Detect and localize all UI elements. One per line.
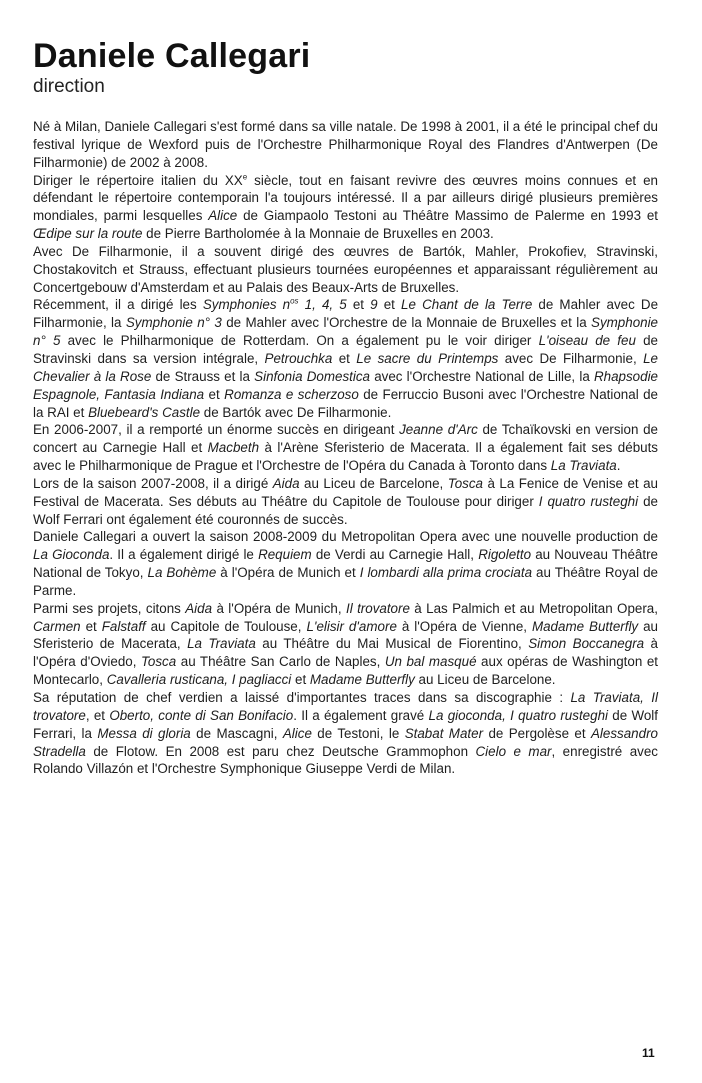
italic-title: Madame Butterfly bbox=[531, 618, 639, 634]
text-run: de Wolf Ferrari ont également été couronnés de succès. bbox=[33, 493, 658, 527]
paragraph bbox=[33, 475, 658, 529]
text-run: à l'Opéra de Munich et bbox=[216, 565, 360, 581]
italic-title: Messa di gloria bbox=[97, 725, 191, 741]
paragraph bbox=[33, 172, 658, 243]
italic-title: 1, 4, 5 bbox=[298, 297, 347, 313]
italic-title: Le Chant de la Terre bbox=[401, 297, 533, 313]
text-run: de Strauss et la bbox=[151, 368, 255, 384]
italic-title: La Traviata bbox=[550, 458, 617, 474]
text-run: avec l'Orchestre National de Lille, la bbox=[370, 368, 594, 384]
text-run: , enregistré avec Rolando Villazón et l'Orchestre Symphonique Giuseppe Verdi de Milan. bbox=[33, 743, 658, 777]
text-run: Sa réputation de chef verdien a laissé d'importantes traces dans sa discographie : bbox=[33, 690, 571, 705]
text-run: de Testoni, le bbox=[311, 725, 405, 741]
text-run: avec De Filharmonie, bbox=[498, 350, 644, 366]
text-run: . bbox=[616, 458, 621, 474]
italic-title: Œdipe sur la route bbox=[33, 226, 143, 242]
italic-title: L'oiseau de feu bbox=[538, 333, 636, 349]
italic-title: Tosca bbox=[140, 654, 177, 670]
page-number: 11 bbox=[642, 1046, 655, 1060]
text-run: et bbox=[291, 672, 310, 688]
italic-title: Symphonies n bbox=[202, 297, 291, 313]
text-run: et bbox=[377, 297, 402, 313]
biography-text bbox=[33, 118, 658, 778]
italic-title: I quatro rusteghi bbox=[538, 493, 639, 509]
text-run: de Wolf Ferrari, la bbox=[33, 707, 659, 741]
italic-title: Romanza e scherzoso bbox=[224, 386, 359, 402]
text-run: de Mahler avec De Filharmonie, la bbox=[33, 297, 659, 331]
text-run: et bbox=[332, 350, 357, 366]
paragraph bbox=[33, 118, 658, 172]
text-run: et bbox=[346, 297, 371, 313]
italic-title: Sinfonia Domestica bbox=[254, 368, 370, 384]
text-run: au Nouveau Théâtre National de Tokyo, bbox=[33, 547, 658, 581]
text-run: Récemment, il a dirigé les bbox=[33, 297, 203, 313]
text-run: de Verdi au Carnegie Hall, bbox=[311, 547, 479, 563]
italic-title: Alice bbox=[208, 208, 238, 224]
paragraph bbox=[33, 243, 658, 297]
italic-title: Alice bbox=[282, 725, 312, 741]
page-subtitle: direction bbox=[33, 76, 105, 97]
italic-title: Simon Boccanegra bbox=[528, 636, 645, 652]
text-run: au Théâtre du Mai Musical de Fiorentino, bbox=[255, 636, 529, 652]
text-run: de Flotow. En 2008 est paru chez Deutsche Grammophon bbox=[85, 743, 476, 759]
page-title: Daniele Callegari bbox=[33, 37, 311, 75]
italic-title: Le Chevalier à la Rose bbox=[33, 350, 658, 384]
text-run: au Liceu de Barcelone. bbox=[414, 672, 556, 688]
text-run: Né à Milan, Daniele Callegari s'est formé dans sa ville natale. De 1998 à 2001, il a été le principal chef du festival lyrique de Wexford puis de l'Orchestre Philharmonique Royal des Flandres d'Antwerpen (De Filharmonie) de 2002 à 2008. bbox=[33, 119, 658, 170]
text-run: à l'Opéra de Vienne, bbox=[396, 618, 532, 634]
italic-title: La Traviata, Il trovatore bbox=[33, 690, 658, 723]
text-run: de Mascagni, bbox=[190, 725, 283, 741]
italic-title: Aida bbox=[272, 475, 300, 491]
text-run: . Il a également dirigé le bbox=[109, 547, 259, 563]
text-run: de Stravinski dans sa version intégrale, bbox=[33, 333, 658, 366]
paragraph bbox=[33, 689, 658, 778]
italic-title: os bbox=[290, 296, 299, 306]
text-run: En 2006-2007, il a remporté un énorme succès en dirigeant bbox=[33, 422, 400, 438]
italic-title: Bluebeard's Castle bbox=[88, 404, 201, 420]
text-run: avec le Philharmonique de Rotterdam. On a également pu le voir diriger bbox=[60, 333, 539, 349]
italic-title: Petrouchka bbox=[264, 350, 333, 366]
text-run: Avec De Filharmonie, il a souvent dirigé des œuvres de Bartók, Mahler, Prokofiev, Stravinski, Chostakovitch et Strauss, effectuant plusieurs tournées européennes et apparaissant régulièrement au Concertgebouw d'Amsterdam et au Palais des Beaux-Arts de Bruxelles. bbox=[33, 243, 658, 295]
italic-title: Cavalleria rusticana, I pagliacci bbox=[106, 672, 292, 688]
italic-title: Alessandro Stradella bbox=[33, 725, 658, 759]
text-run: de Pergolèse et bbox=[483, 725, 591, 741]
text-run: à l'Opéra d'Oviedo, bbox=[33, 636, 659, 670]
italic-title: Rhapsodie Espagnole, Fantasia Indiana bbox=[33, 368, 658, 402]
italic-title: La Bohème bbox=[147, 565, 217, 581]
text-run: à l'Arène Sferisterio de Macerata. Il a également fait ses débuts avec le Philharmonique de Prague et l'Orchestre de l'Opéra du Canada à Toronto dans bbox=[33, 440, 658, 474]
text-run: , et bbox=[85, 707, 110, 723]
text-run: au Capitole de Toulouse, bbox=[145, 618, 307, 634]
text-run: de Tchaïkovski en version de concert au Carnegie Hall et bbox=[33, 422, 658, 456]
paragraph bbox=[33, 528, 658, 599]
italic-title: Il trovatore bbox=[345, 600, 410, 616]
paragraph bbox=[33, 296, 658, 421]
text-run: Diriger le répertoire italien du XX bbox=[33, 172, 243, 188]
italic-title: L'elisir d'amore bbox=[306, 618, 397, 634]
text-run: de Mahler avec l'Orchestre de la Monnaie de Bruxelles et la bbox=[221, 315, 592, 331]
text-run: et bbox=[204, 386, 225, 402]
italic-title: Oberto, conte di San Bonifacio bbox=[109, 707, 294, 723]
text-run: à La Fenice de Venise et au Festival de Macerata. Ses débuts au Théâtre du Capitole de Toulouse pour diriger bbox=[33, 475, 658, 509]
text-run: Lors de la saison 2007-2008, il a dirigé bbox=[33, 475, 273, 491]
italic-title: Carmen bbox=[33, 618, 81, 634]
italic-title: Macbeth bbox=[207, 440, 260, 456]
italic-title: Requiem bbox=[258, 547, 312, 563]
text-run: au Théâtre Royal de Parme. bbox=[33, 565, 658, 598]
text-run: de Bartók avec De Filharmonie. bbox=[200, 404, 392, 420]
text-run: Parmi ses projets, citons bbox=[33, 600, 186, 616]
text-run: à l'Opéra de Munich, bbox=[212, 600, 346, 616]
italic-title: I lombardi alla prima crociata bbox=[359, 565, 533, 581]
italic-title: Falstaff bbox=[101, 618, 146, 634]
text-run: à Las Palmich et au Metropolitan Opera, bbox=[409, 600, 658, 616]
italic-title: Un bal masqué bbox=[384, 654, 477, 670]
text-run: aux opéras de Washington et Montecarlo, bbox=[33, 654, 658, 688]
text-run: Daniele Callegari a ouvert la saison 2008-2009 du Metropolitan Opera avec une nouvelle production de bbox=[33, 529, 658, 545]
text-run: au Liceu de Barcelone, bbox=[299, 475, 448, 491]
text-run: e bbox=[242, 172, 248, 182]
italic-title: Le sacre du Printemps bbox=[356, 350, 499, 366]
text-run: de Pierre Bartholomée à la Monnaie de Bruxelles en 2003. bbox=[142, 226, 494, 242]
italic-title: Symphonie n° 3 bbox=[125, 315, 222, 331]
text-run: de Ferruccio Busoni avec l'Orchestre National de la RAI et bbox=[33, 386, 658, 420]
text-run: et bbox=[80, 618, 102, 634]
paragraph bbox=[33, 600, 658, 689]
italic-title: Symphonie n° 5 bbox=[33, 315, 659, 349]
italic-title: 9 bbox=[370, 297, 378, 313]
italic-title: La Gioconda bbox=[33, 547, 110, 563]
text-run: siècle, tout en faisant revivre des œuvres moins connues et en défendant le répertoire contemporain l'a toujours intéressé. Il a par ailleurs dirigé plusieurs premières mondiales, parmi lesquelles bbox=[33, 172, 658, 224]
paragraph bbox=[33, 421, 658, 475]
italic-title: Jeanne d'Arc bbox=[399, 422, 478, 438]
text-run: au Sferisterio de Macerata, bbox=[33, 618, 658, 652]
italic-title: Cielo e mar bbox=[475, 743, 552, 759]
italic-title: La gioconda, I quatro rusteghi bbox=[428, 707, 608, 723]
text-run: de Giampaolo Testoni au Théâtre Massimo de Palerme en 1993 et bbox=[237, 208, 658, 224]
italic-title: Madame Butterfly bbox=[309, 672, 415, 688]
text-run: au Théâtre San Carlo de Naples, bbox=[176, 654, 385, 670]
italic-title: Tosca bbox=[447, 475, 483, 491]
italic-title: Stabat Mater bbox=[404, 725, 484, 741]
text-run: . Il a également gravé bbox=[293, 707, 429, 723]
italic-title: Aida bbox=[185, 600, 213, 616]
italic-title: La Traviata bbox=[187, 636, 256, 652]
italic-title: Rigoletto bbox=[478, 547, 532, 563]
